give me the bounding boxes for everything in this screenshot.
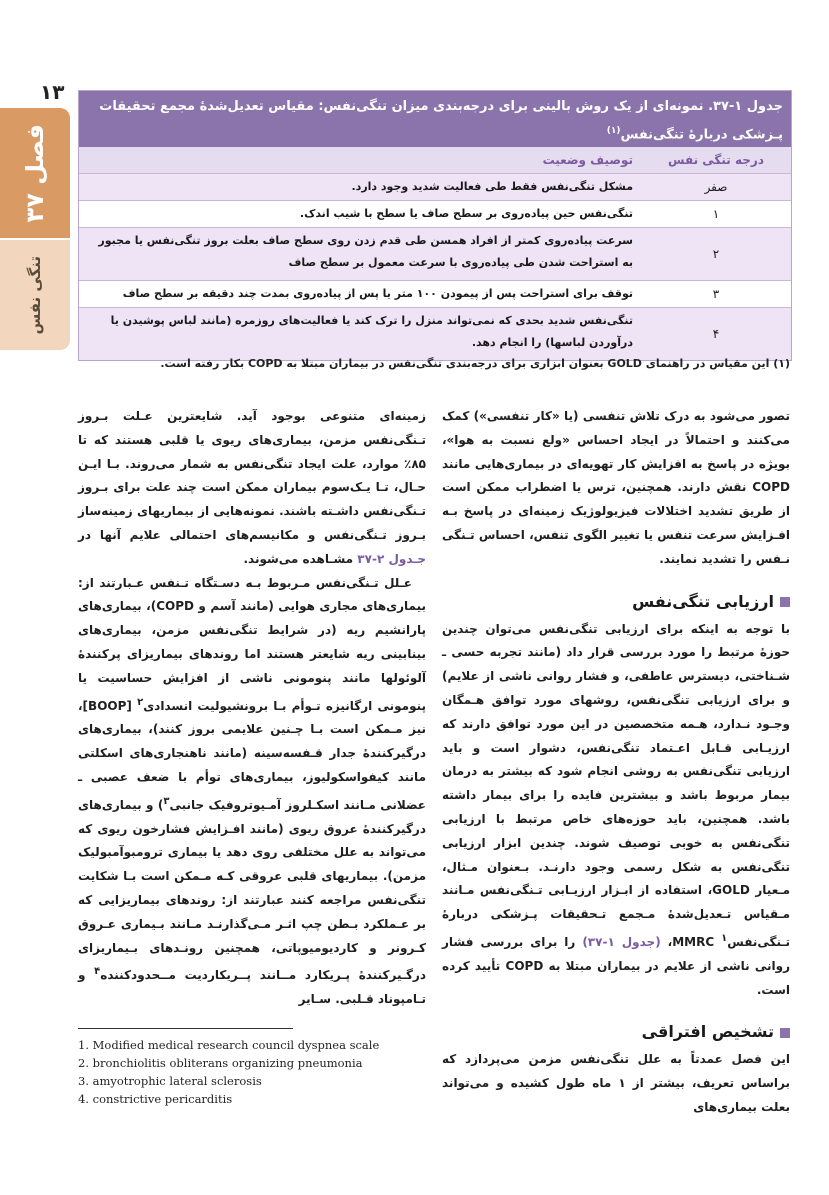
header-description: توصیف وضعیت [542,153,633,167]
paragraph: این فصل عمدتاً به علل تنگی‌نفس مزمن می‌پردازد که براساس تعریف، بیشتر از ۱ ماه طول کشیده و می‌تواند بعلت بیماری‌های [442,1052,791,1114]
row-description: سرعت پیاده‌روی کمتر از افراد همسن طی قدم زدن روی سطح صاف بعلت بروز تنگی‌نفس یا مجبور به استراحت شدن طی پیاده‌روی با سرعت معمول بر سطح صاف [98,234,633,269]
footnotes [78,1036,408,1108]
row-description: تنگی‌نفس حین پیاده‌روی بر سطح صاف یا سطح با شیب اندک. [299,207,633,220]
table-reference-link[interactable]: جـدول ۲-۳۷ [357,551,426,566]
paragraph [78,572,426,1012]
text-run: عـلل تـنگی‌نفس مـربوط بـه دسـتگاه تـنفس عـبارتند از: بیماری‌های مجاری هوایی (مانند آسم و COPD)، بیماری‌های پارانشیم ریه (در شرایط تنگی‌نفس مزمن، بیماری‌های بینابینی ریه شایعتر هستند اما روندهای بیماریزای پرکنندهٔ آلوئولها مانند پنومونی ناشی از افزایش حساسیت یا پنومونی ارگانیزه تـوأم بـا برونشیولیت انسدادی [78,575,426,713]
footnote: 2. bronchiolitis obliterans organizing pneumonia [78,1056,363,1070]
text-run: با توجه به اینکه برای ارزیابی تنگی‌نفس می‌توان چندین حوزهٔ مرتبط را مورد بررسی قرار داد (مانند تجربه حسی ـ شـناختی، دیسترس عاطفی، و فشار روانی ناشی از علایم) و برای ارزیابی تنگی‌نفس، روشهای مورد توافق هـمگان وجـود نـدارد، هـمه متخصصین در این مورد توافق دارند که ارزیـابی قـابل اعـتماد تنگی‌نفس، دشوار است و باید ارزیابی تنگی‌نفس به روشی انجام شود که بیشتر به درمان بیمار مربوط باشد و بیشترین فایده را برای بیمار داشته باشد. همچنین، باید حوزه‌های خاص مرتبط با ارزیابی تنگی‌نفس به خوبی توصیف شوند. چندین ابزار ارزیابی تنگی‌نفس به شکل رسمی وجود دارنـد. بـعنوان مـثال، مـعیار GOLD، استفاده از ابـزار ارزیـابی تـنگی‌نفس مـانند مـقیاس تـعدیل‌شدهٔ مـجمع تـحقیقات پـزشکی دربارهٔ تـنگی‌نفس [442,621,791,949]
heading-text: تشخیص افتراقی [641,1022,774,1042]
table-title-note: (۱) [606,126,621,136]
section-heading-differential [442,1020,790,1044]
row-grade: ۳ [712,287,720,301]
right-text-column [442,405,790,1120]
left-text-column [78,405,426,1012]
row-description: تنگی‌نفس شدید بحدی که نمی‌تواند منزل را ترک کند یا فعالیت‌های روزمره (مانند لباس پوشیدن یا درآوردن لباسها) را انجام دهد. [110,314,633,349]
footnote-marker: ۳ [163,795,170,807]
dyspnea-grading-table [78,90,792,361]
row-grade: ۴ [712,327,720,341]
table-title-text: جدول ۱-۳۷. نمونه‌ای از یک روش بالینی برای درجه‌بندی میزان تنگی‌نفس: مقیاس تعدیل‌شدهٔ مجمع تحقیقات پـزشکی دربارهٔ تنگی‌نفس [99,99,783,143]
row-description: مشکل تنگی‌نفس فقط طی فعالیت شدید وجود دارد. [351,180,633,193]
table-reference-link[interactable]: (جدول ۱-۳۷) [582,934,661,949]
row-grade: ۱ [712,207,720,221]
topic-tab [0,240,70,350]
table-row [79,307,791,360]
row-grade: صفر [704,180,728,194]
table-footnote: (۱) این مقیاس در راهنمای GOLD بعنوان ابزاری برای درجه‌بندی تنگی‌نفس در بیماران مبتلا به COPD بکار رفته است. [160,357,790,370]
footnote-marker: ۴ [94,966,101,978]
table-title [79,91,791,147]
paragraph [78,405,426,572]
row-description: توقف برای استراحت پس از پیمودن ۱۰۰ متر یا پس از پیاده‌روی بمدت چند دقیقه بر سطح صاف [122,287,633,300]
paragraph: تصور می‌شود به درک تلاش تنفسی (یا «کار تنفسی») کمک می‌کنند و احتمالاً در ایجاد احساس «ولع نسبت به هوا»، بویژه در پاسخ به افزایش کار تهویه‌ای در بیماری‌هایی مانند COPD نقش دارند. همچنین، ترس یا اضطراب ممکن است از طریق تشدید اختلالات فیزیولوژیک زمینه‌ای در پاسخ بـه افـزایش سرعت تنفس یا تغییر الگوی تنفس، احساس تـنگی نـفس را تشدید نمایند. [442,409,790,566]
footnote: 4. constrictive pericarditis [78,1092,233,1106]
table-row [79,280,791,307]
footnote-marker: ۲ [137,696,144,708]
text-run: MMRC، [660,934,722,949]
table-row [79,227,791,280]
text-run: زمینه‌ای متنوعی بوجود آید. شایعترین عـلت بـروز تـنگی‌نفس مزمن، بیماری‌های ریوی یا قلبی هستند که تا ۸۵٪ موارد، علت ایجاد تنگی‌نفس به شمار می‌روند. بـا ایـن حـال، تـا یـک‌سوم بیماران ممکن است چند علت برای بـروز تـنگی‌نفس داشـته باشند. نمونه‌هایی از بیماریهای زمینه‌ساز بـروز تـنگی‌نفس و مکانیسم‌های احتمالی علایم آنها در [78,409,426,542]
footnote-divider [78,1028,293,1029]
text-run: مشـاهده می‌شوند. [243,551,358,566]
text-run: را برای بررسی فشار روانی ناشی از علایم در بیماران مبتلا به COPD تأیید کرده است. [442,934,791,997]
heading-square-icon [780,1028,790,1038]
chapter-tab-label: فصل ۳۷ [21,123,49,223]
page-number: ۱۳ [40,80,65,104]
footnote: 1. Modified medical research council dyspnea scale [78,1038,380,1052]
chapter-tab [0,108,70,238]
text-run: ) و بیماری‌های درگیرکنندهٔ عروق ریوی (مانند افـزایش فشارخون ریوی که می‌تواند به علل مختلفی روی دهد یا بیماری ترومبوآمبولیک مزمن). بیماریهای قلبی عروقی کـه مـمکن است بـا شکایت تنگی‌نفس مراجعه کنند عبارتند از: روندهای بیماریزایی که بر عـملکرد بـطن چپ اثـر مـی‌گذارنـد مـانند بـیماری عـروق کـرونر و کاردیومیوپاتی، همچنین رونـدهای بـیماریزای درگـیرکنندهٔ پـریکارد مــانند پــریکاردیت مــحدودکننده [78,797,426,983]
footnote-marker: ۱ [721,932,728,944]
topic-tab-label: تنگی نفس [26,255,44,335]
heading-square-icon [780,597,790,607]
row-grade: ۲ [712,247,720,261]
heading-text: ارزیابی تنگی‌نفس [632,591,774,611]
table-row [79,173,791,200]
table-header [79,147,791,173]
text-run: [BOOP]، نیز مـمکن است بـا چـنین علایمی بروز کنند)، بیماری‌های درگیرکنندهٔ جدار قـفسه‌سینه (مانند ناهنجاری‌های اسکلتی مانند کیفواسکولیوز، بیماری‌های توأم با ضعف عصبی ـ عضلانی مـانند اسکـلروز آمـیوتروفیک جانبی [78,698,426,812]
header-grade: درجه تنگی نفس [668,153,764,167]
text-run: و تـامپوناد قـلبی. سـایر [78,968,426,1007]
table-row [79,200,791,227]
footnote: 3. amyotrophic lateral sclerosis [78,1074,262,1088]
section-heading-assessment [442,590,790,614]
paragraph [442,618,790,1003]
